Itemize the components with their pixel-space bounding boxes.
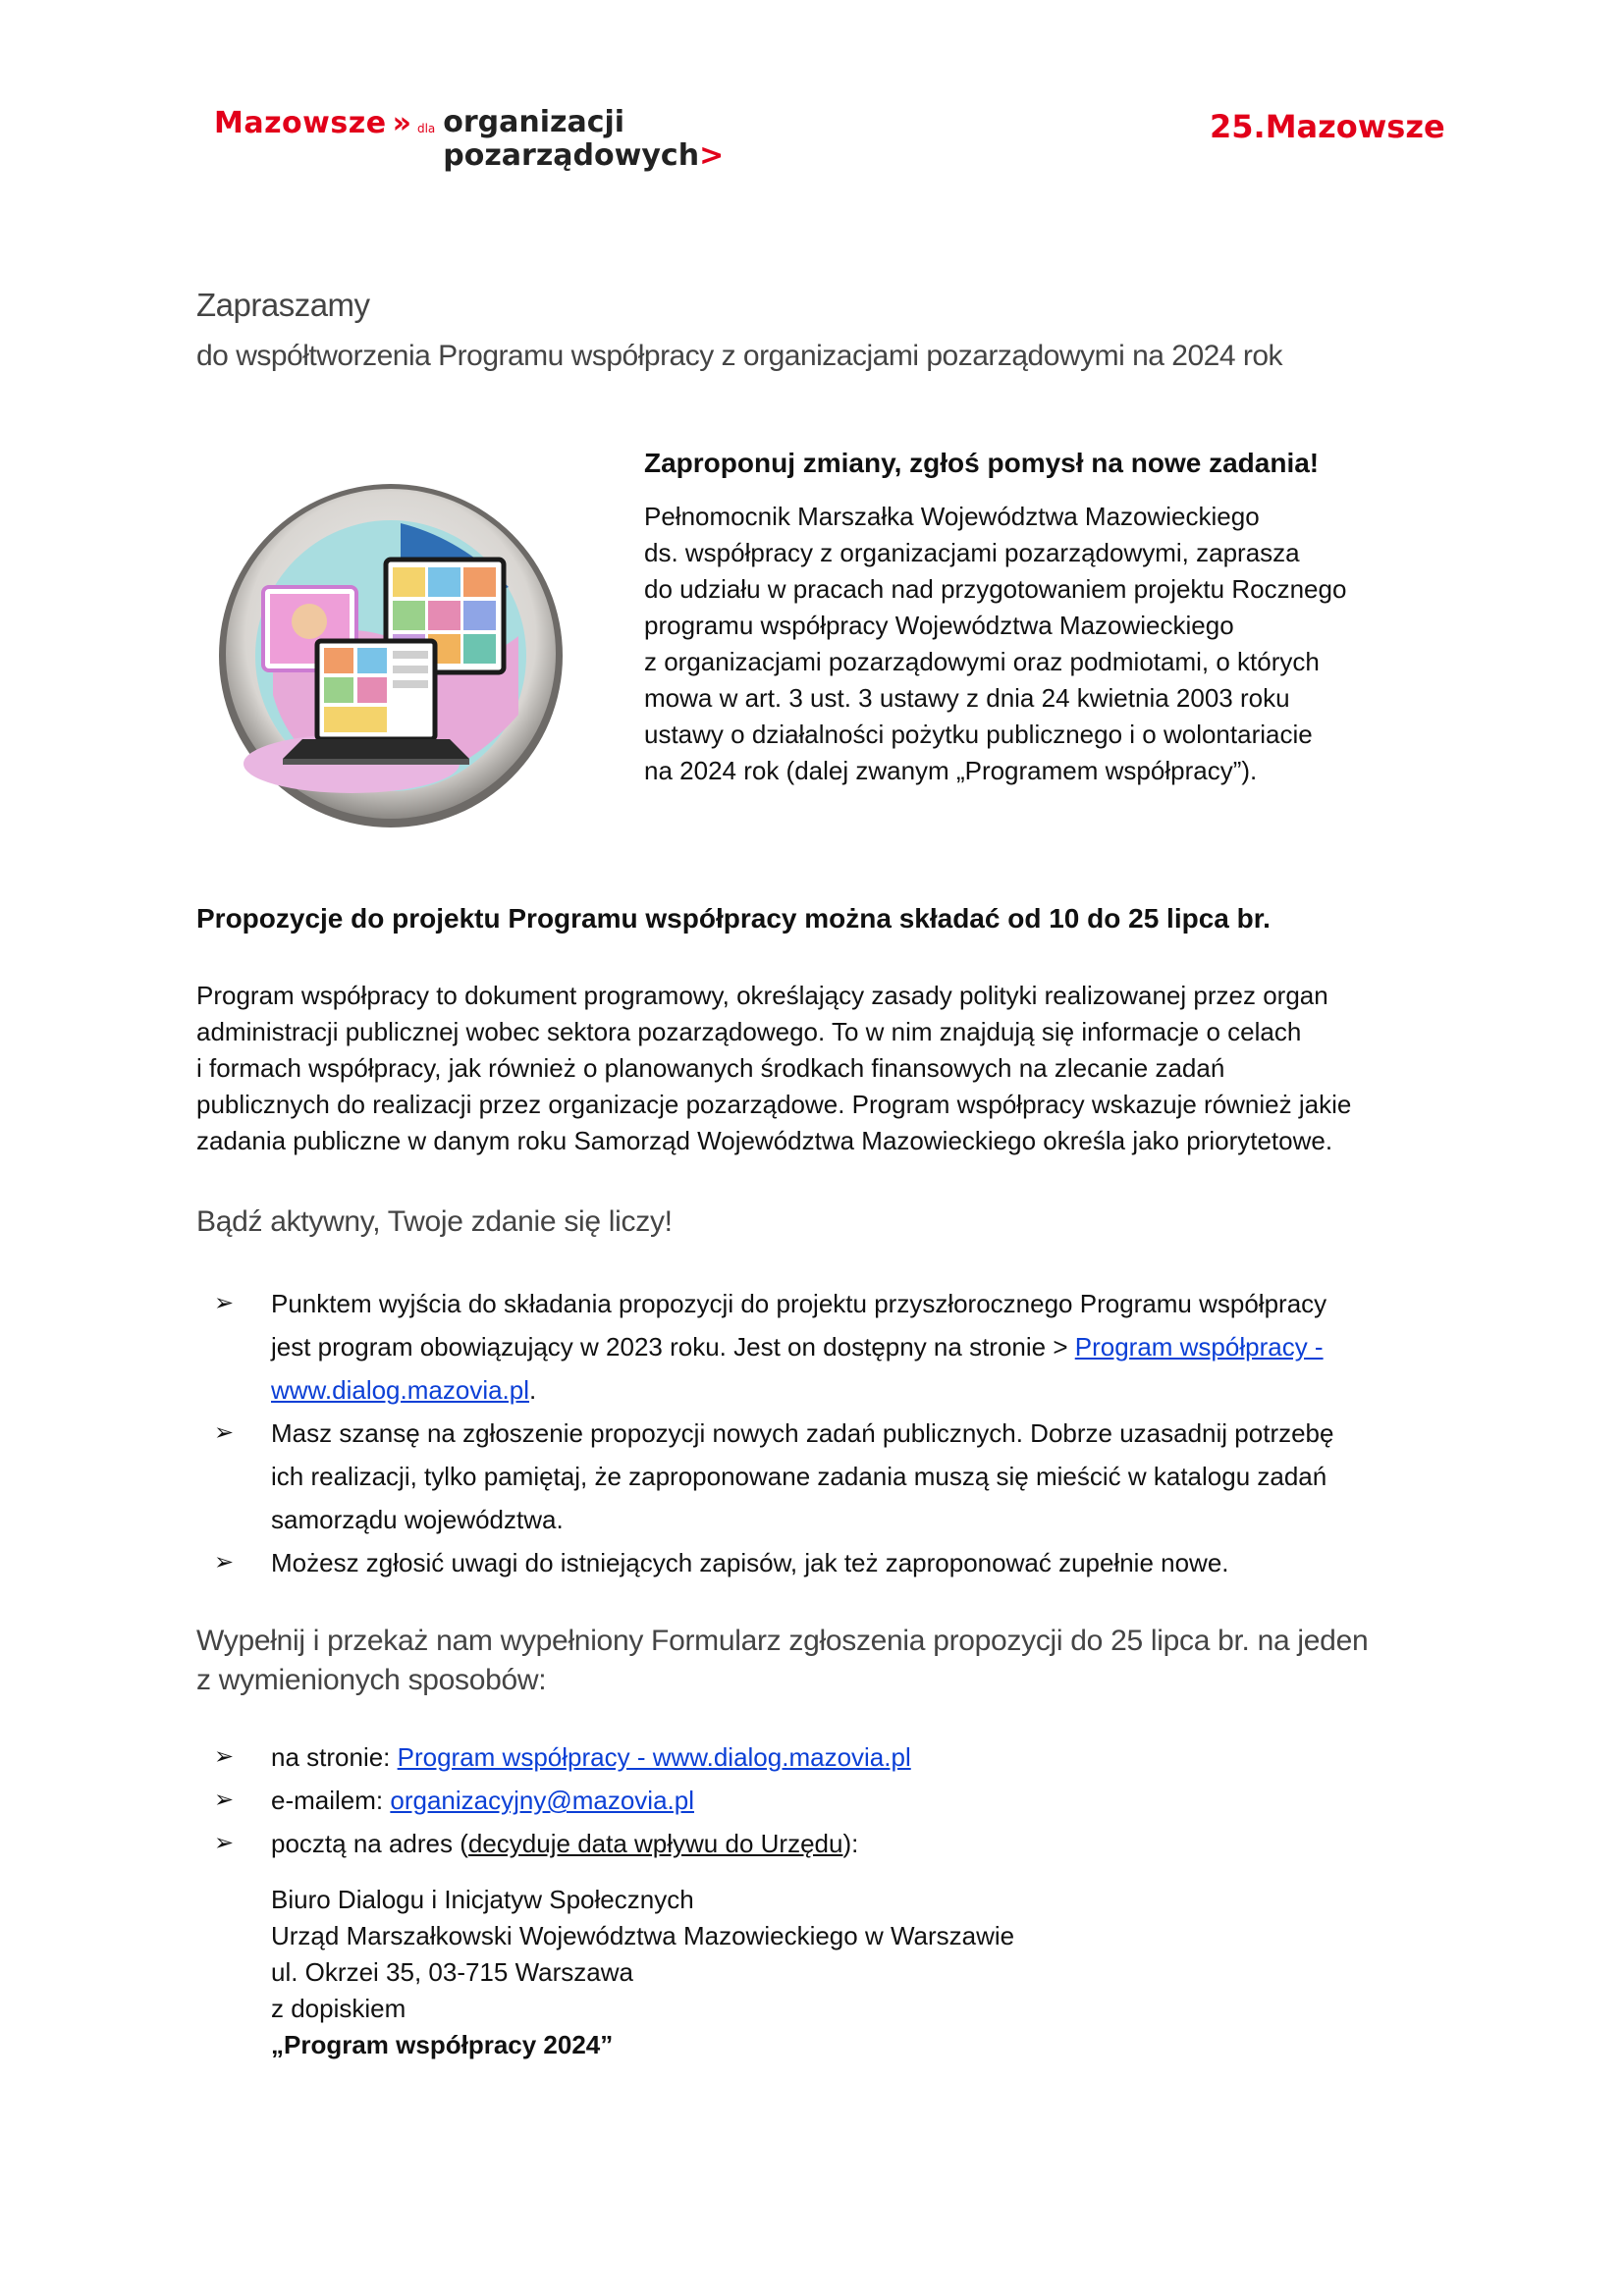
logo-org-line1: organizacji bbox=[443, 105, 625, 139]
intro-line: z organizacjami pozarządowymi oraz podmiotami, o których bbox=[644, 647, 1320, 676]
email-link[interactable]: organizacyjny@mazovia.pl bbox=[390, 1786, 694, 1815]
intro-line: Pełnomocnik Marszałka Województwa Mazowieckiego bbox=[644, 502, 1260, 531]
paragraph-line: publicznych do realizacji przez organizacje pozarządowe. Program współpracy wskazuje również jakie bbox=[196, 1090, 1352, 1119]
dialog-mazovia-link[interactable]: www.dialog.mazovia.pl bbox=[271, 1375, 530, 1405]
intro-line: mowa w art. 3 ust. 3 ustawy z dnia 24 kwietnia 2003 roku bbox=[644, 683, 1290, 713]
method-label: na stronie: bbox=[271, 1742, 398, 1772]
bullet-text: samorządu województwa. bbox=[271, 1505, 564, 1534]
intro-section bbox=[644, 448, 1430, 789]
arrowhead-bullet-icon: ➢ bbox=[214, 1787, 235, 1813]
arrowhead-bullet-icon: ➢ bbox=[214, 1549, 235, 1575]
paragraph-line: zadania publiczne w danym roku Samorząd Województwa Mazowieckiego określa jako priorytetowe. bbox=[196, 1126, 1333, 1155]
bullet-text: Punktem wyjścia do składania propozycji do projektu przyszłorocznego Programu współpracy bbox=[271, 1289, 1327, 1318]
bullet-text: Masz szansę na zgłoszenie propozycji nowych zadań publicznych. Dobrze uzasadnij potrzebę bbox=[271, 1418, 1334, 1448]
submission-methods-heading: Wypełnij i przekaż nam wypełniony Formularz zgłoszenia propozycji do 25 lipca br. na jeden z wymienionych sposobów: bbox=[196, 1625, 1369, 1696]
proposals-deadline-heading: Propozycje do projektu Programu współpracy można składać od 10 do 25 lipca br. bbox=[196, 903, 1271, 934]
arrowhead-bullet-icon: ➢ bbox=[214, 1419, 235, 1446]
list-item bbox=[214, 1541, 1451, 1584]
page-title: Zapraszamy bbox=[196, 287, 370, 323]
program-description-paragraph bbox=[196, 978, 1473, 1159]
receipt-date-note: decyduje data wpływu do Urzędu bbox=[467, 1829, 843, 1858]
logo-arrows: » bbox=[392, 106, 411, 140]
logo-dla-text: dla bbox=[416, 122, 436, 135]
method-label: pocztą na adres ( bbox=[271, 1829, 468, 1858]
arrowhead-bullet-icon: ➢ bbox=[214, 1290, 235, 1316]
bullet-text: Możesz zgłosić uwagi do istniejących zapisów, jak też zaproponować zupełnie nowe. bbox=[271, 1548, 1229, 1577]
postal-address bbox=[271, 1882, 1014, 2063]
be-active-heading: Bądź aktywny, Twoje zdanie się liczy! bbox=[196, 1205, 673, 1238]
intro-line: ds. współpracy z organizacjami pozarządowymi, zaprasza bbox=[644, 538, 1300, 567]
intro-line: do udziału w pracach nad przygotowaniem projektu Rocznego bbox=[644, 574, 1347, 604]
intro-line: ustawy o działalności pożytku publicznego i o wolontariacie bbox=[644, 720, 1313, 749]
list-item bbox=[214, 1779, 1451, 1822]
intro-line: programu współpracy Województwa Mazowieckiego bbox=[644, 611, 1234, 640]
list-item bbox=[214, 1412, 1451, 1541]
program-website-link[interactable]: Program współpracy - www.dialog.mazovia.pl bbox=[397, 1742, 911, 1772]
logo-org-text bbox=[443, 106, 724, 173]
be-active-list bbox=[214, 1282, 1451, 1584]
paragraph-line: i formach współpracy, jak również o planowanych środkach finansowych na zlecanie zadań bbox=[196, 1053, 1225, 1083]
method-label: e-mailem: bbox=[271, 1786, 391, 1815]
list-item bbox=[214, 1282, 1451, 1412]
mazowsze-ngo-logo bbox=[214, 106, 724, 173]
bullet-text: www.dialog.mazovia.pl. bbox=[271, 1375, 537, 1405]
video-conference-laptop-icon bbox=[214, 479, 568, 832]
logo-org-line2: pozarządowych> bbox=[443, 138, 725, 173]
logo-mazowsze-word: Mazowsze bbox=[214, 106, 387, 140]
address-line: ul. Okrzei 35, 03-715 Warszawa bbox=[271, 1957, 633, 1987]
arrowhead-bullet-icon: ➢ bbox=[214, 1830, 235, 1856]
submission-methods-list bbox=[214, 1735, 1451, 1865]
address-line: Urząd Marszałkowski Województwa Mazowieckiego w Warszawie bbox=[271, 1921, 1015, 1950]
annotation-text: „Program współpracy 2024” bbox=[271, 2030, 614, 2059]
list-item bbox=[214, 1735, 1451, 1779]
paragraph-line: administracji publicznej wobec sektora pozarządowego. To w nim znajdują się informacje o celach bbox=[196, 1017, 1302, 1046]
25-mazowsze-logo: 25.Mazowsze bbox=[1210, 108, 1445, 145]
list-item: ➢ pocztą na adres (decyduje data wpływu do Urzędu): bbox=[214, 1822, 1451, 1865]
bullet-text: ich realizacji, tylko pamiętaj, że zaproponowane zadania muszą się mieścić w katalogu zadań bbox=[271, 1462, 1327, 1491]
paragraph-line: Program współpracy to dokument programowy, określający zasady polityki realizowanej przez organ bbox=[196, 981, 1328, 1010]
program-link[interactable]: Program współpracy - bbox=[1074, 1332, 1324, 1362]
intro-heading: Zaproponuj zmiany, zgłoś pomysł na nowe zadania! bbox=[644, 448, 1320, 478]
bullet-text: jest program obowiązujący w 2023 roku. Jest on dostępny na stronie > Program współpracy - bbox=[271, 1332, 1324, 1362]
address-line: Biuro Dialogu i Inicjatyw Społecznych bbox=[271, 1885, 694, 1914]
address-line: z dopiskiem „Program współpracy 2024” bbox=[271, 1994, 614, 2059]
arrowhead-bullet-icon: ➢ bbox=[214, 1743, 235, 1770]
page-subtitle: do współtworzenia Programu współpracy z organizacjami pozarządowymi na 2024 rok bbox=[196, 340, 1283, 372]
intro-body bbox=[644, 499, 1430, 789]
intro-line: na 2024 rok (dalej zwanym „Programem współpracy”). bbox=[644, 756, 1258, 785]
